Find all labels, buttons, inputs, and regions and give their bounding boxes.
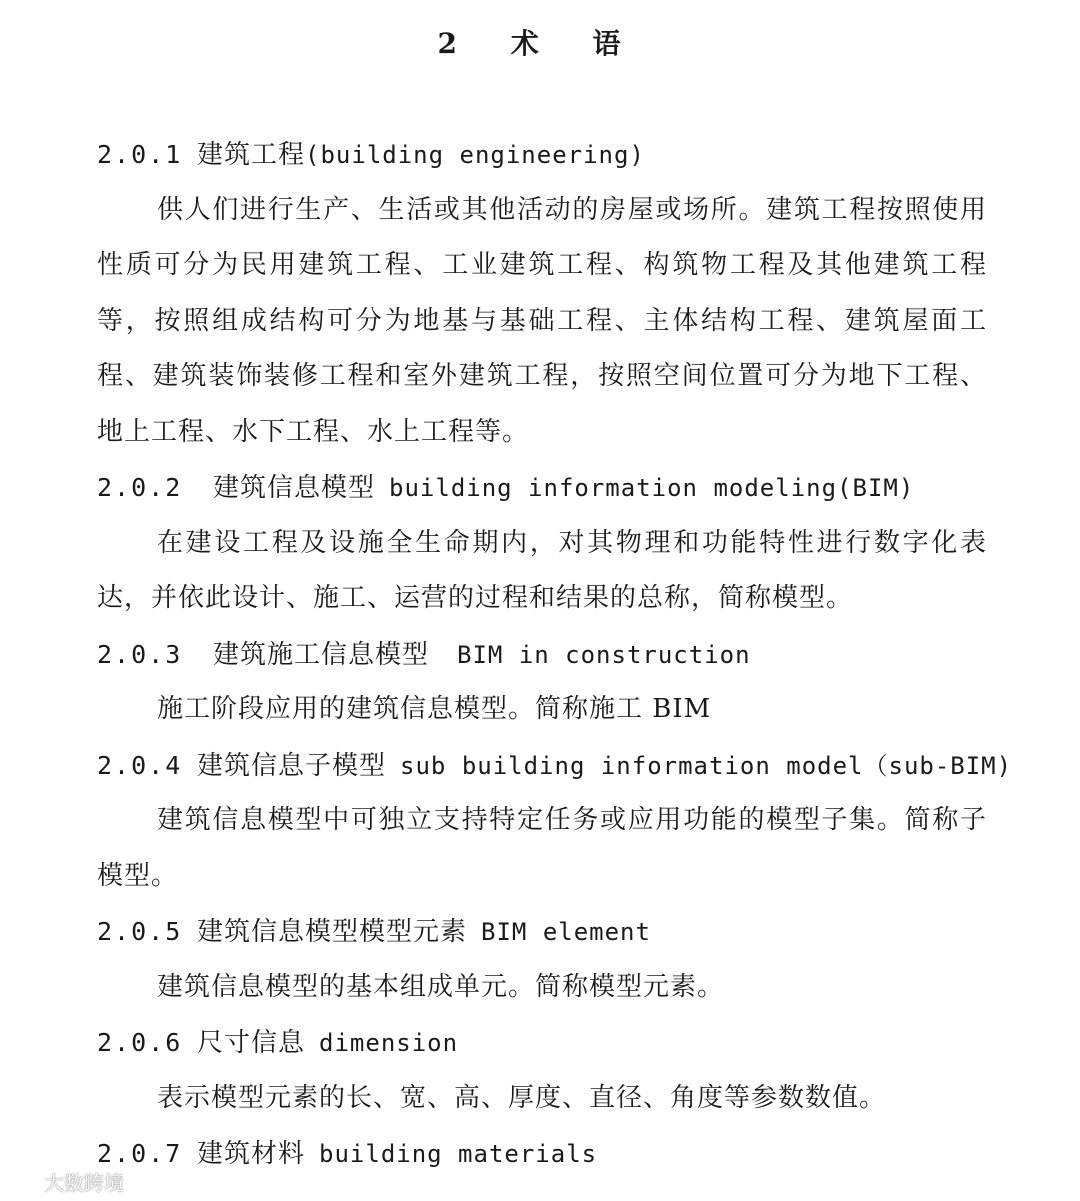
term-english: BIM element <box>481 918 651 946</box>
term-name: 尺寸信息 <box>197 1028 306 1058</box>
term-name: 建筑施工信息模型 <box>213 639 430 670</box>
term-name: 建筑信息模型模型元素 <box>197 917 468 947</box>
term-name: 建筑工程 <box>197 140 306 170</box>
term-english: sub building information model（sub-BIM) <box>400 751 1013 780</box>
term-english: BIM in construction <box>457 640 751 669</box>
page-title: 2 术 语 <box>437 27 643 60</box>
term-number: 2.0.7 <box>97 1139 183 1168</box>
term-heading-2-0-7 <box>97 1126 987 1182</box>
term-definition-2-0-5: 建筑信息模型的基本组成单元。简称模型元素。 <box>157 971 725 1002</box>
terms-section <box>97 127 1013 1182</box>
term-name: 建筑材料 <box>197 1139 306 1169</box>
term-english: building information modeling(BIM) <box>389 474 915 502</box>
term-english: (building engineering) <box>305 141 645 169</box>
term-definition-2-0-1: 供人们进行生产、生活或其他活动的房屋或场所。建筑工程按照使用性质可分为民用建筑工程、工业建筑工程、构筑物工程及其他建筑工程等，按照组成结构可分为地基与基础工程、主体结构工程、建筑屋面工程、建筑装饰装修工程和室外建筑工程，按照空间位置可分为地下工程、地上工程、水下工程、水上工程等。 <box>97 194 987 447</box>
term-number: 2.0.3 <box>97 639 183 669</box>
term-english: building materials <box>319 1140 598 1168</box>
term-name: 建筑信息子模型 <box>197 750 387 781</box>
term-number: 2.0.4 <box>97 750 183 780</box>
watermark-text: 大数跨境 <box>44 1170 124 1195</box>
term-name: 建筑信息模型 <box>213 473 376 503</box>
term-number: 2.0.6 <box>97 1028 183 1057</box>
chat-bubble-logo-icon <box>8 1168 38 1194</box>
term-heading-2-0-4 <box>97 738 1013 794</box>
term-definition-2-0-4: 建筑信息模型中可独立支持特定任务或应用功能的模型子集。简称子模型。 <box>97 805 987 891</box>
term-number: 2.0.1 <box>97 140 183 169</box>
term-definition-2-0-2: 在建设工程及设施全生命期内，对其物理和功能特性进行数字化表达，并依此设计、施工、运营的过程和结果的总称，简称模型。 <box>97 527 987 613</box>
term-definition-2-0-6: 表示模型元素的长、宽、高、厚度、直径、角度等参数数值。 <box>157 1082 887 1113</box>
term-heading-2-0-1 <box>97 127 987 183</box>
term-heading-2-0-2 <box>97 460 987 516</box>
term-number: 2.0.2 <box>97 473 183 502</box>
term-heading-2-0-5 <box>97 904 987 960</box>
watermark <box>8 1166 124 1196</box>
term-definition-2-0-3: 施工阶段应用的建筑信息模型。简称施工 BIM <box>157 694 712 724</box>
term-heading-2-0-6 <box>97 1015 987 1071</box>
term-heading-2-0-3 <box>97 627 987 683</box>
term-english: dimension <box>319 1029 459 1057</box>
term-number: 2.0.5 <box>97 917 183 946</box>
